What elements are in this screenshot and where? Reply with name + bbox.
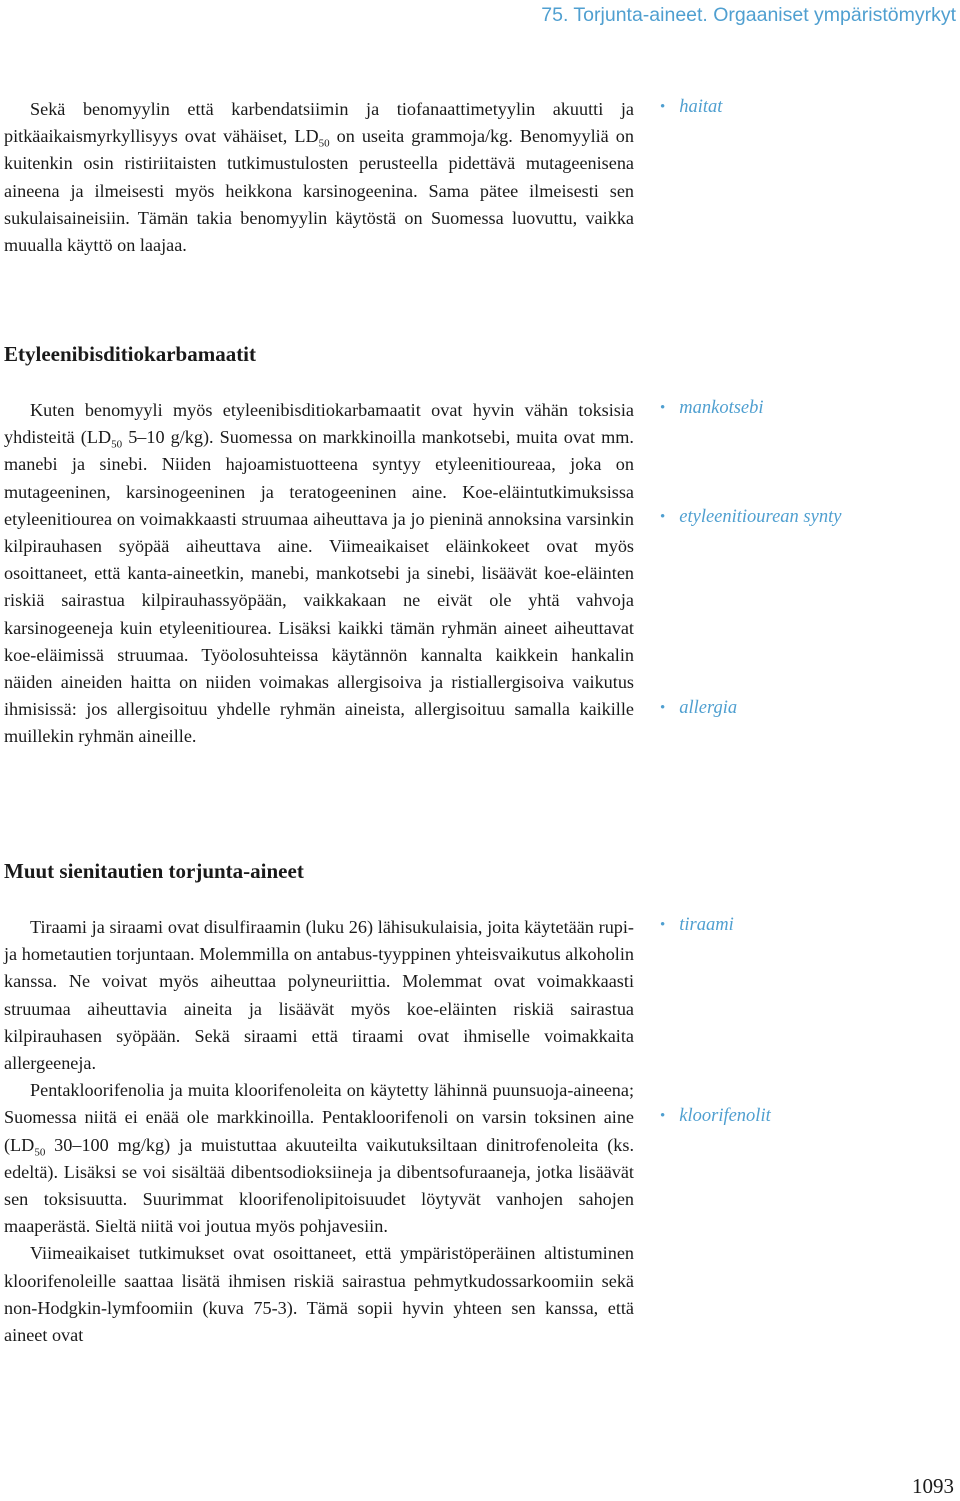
margin-note-tiraami: • tiraami [660, 915, 734, 935]
section-heading: Etyleenibisditiokarbamaatit [4, 342, 257, 366]
margin-note-etyleenitiourea: • etyleenitiourean synty [660, 507, 842, 527]
section-heading: Muut sienitautien torjunta-aineet [4, 859, 304, 883]
paragraph: Sekä benomyylin että karbendatsiimin ja tiofanaattimetyylin akuutti ja pitkäaikaismyrkyllisyys ovat vähäiset, $LD_{50}$ on useita grammoja/kg. Benomyyliä on kuitenkin osin ristiriitaisten tutkimustulosten perusteella pidettävä mutageenisena aineena ja ilmeisesti myös heikkona karsinogeenina. Sama pätee ilmeisesti sen sukulaisaineisiin. Tämän takia benomyylin käytöstä on Suomessa luovuttu, vaikka muualla käyttö on laajaa. [4, 99, 634, 256]
paragraph: Pentakloorifenolia ja muita kloorifenoleita on käytetty lähinnä puunsuoja-aineena; Suomessa niitä ei enää ole markkinoilla. Pentakloorifenoli on varsin toksinen aine ($LD_{50}$ 30–100 mg/kg) ja muistuttaa akuuteilta vaikutuksiltaan dinitrofenoleita (ks. edeltä). Lisäksi se voi sisältää dibentsodioksiineja ja dibentsofuraaneja, jotka lisäävät sen toksisuutta. Suurimmat kloorifenolipitoisuudet löytyvät vanhojen sahojen maaperästä. Sieltä niitä voi joutua myös pohjavesiin. [4, 1080, 634, 1237]
bullet-icon: • [660, 1108, 666, 1124]
paragraph: Kuten benomyyli myös etyleenibisditiokarbamaatit ovat hyvin vähän toksisia yhdisteitä ($LD_{50}$ 5–10 g/kg). Suomessa on markkinoilla mankotsebi, muita ovat mm. manebi ja sinebi. Niiden hajoamistuotteena syntyy etyleenitioureaa, joka on mutageeninen, karsinogeeninen ja teratogeeninen aine. Koe-eläintutkimuksissa etyleenitiourea on voimakkaasti struumaa aiheuttava ja jo pieninä annoksina varsinkin kilpirauhasen syöpää aiheuttava aine. Viimeaikaiset eläinkokeet ovat myös osoittaneet, että kanta-aineetkin, manebi, mankotsebi ja sinebi, lisäävät koe-eläinten riskiä sairastua kilpirauhassyöpään, vaikkakaan ne eivät ole yhtä vahvoja karsinogeeneja kuin etyleenitiourea. Lisäksi kaikki tämän ryhmän aineet aiheuttavat koe-eläimissä struumaa. Työolosuhteissa käytännön kannalta kaikkein hankalin näiden aineiden haitta on niiden voimakas allergisoiva ja ristiallergisoiva vaikutus ihmisissä: jos allergisoituu yhdelle ryhmän aineista, allergisoituu samalla kaikille muillekin ryhmän aineille. [4, 400, 634, 747]
bullet-icon: • [660, 509, 666, 525]
bullet-icon: • [660, 400, 666, 416]
margin-note-allergia: • allergia [660, 698, 738, 718]
section-3-body [4, 914, 634, 1349]
bullet-icon: • [660, 700, 666, 716]
margin-note-haitat: • haitat [660, 97, 723, 117]
bullet-icon: • [660, 917, 666, 933]
paragraph: Tiraami ja siraami ovat disulfiraamin (luku 26) lähisukulaisia, joita käytetään rupi- ja hometautien torjuntaan. Molemmilla on antabus-tyyppinen yhteisvaikutus alkoholin kanssa. Ne voivat myös aiheuttaa polyneuriittia. Molemmat ovat voimakkaasti struumaa aiheuttavia aineita ja lisäävät myös koe-eläinten riskiä sairastua kilpirauhasen syöpään. Sekä siraami että tiraami ovat ihmiselle voimakkaita allergeeneja. [4, 917, 634, 1074]
section-2-body [4, 397, 634, 751]
margin-note-mankotsebi: • mankotsebi [660, 398, 764, 418]
section-1-body [4, 96, 634, 259]
margin-note-kloorifenolit: • kloorifenolit [660, 1106, 771, 1126]
page-number: 1093 [912, 1474, 954, 1498]
bullet-icon: • [660, 99, 666, 115]
running-header: 75. Torjunta-aineet. Orgaaniset ympäristömyrkyt [541, 4, 956, 26]
paragraph: Viimeaikaiset tutkimukset ovat osoittaneet, että ympäristöperäinen altistuminen kloorifenoleille saattaa lisätä ihmisen riskiä sairastua pehmytkudossarkoomiin sekä non-Hodgkin-lymfoomiin (kuva 75-3). Tämä sopii hyvin yhteen sen kanssa, että aineet ovat [4, 1243, 634, 1346]
